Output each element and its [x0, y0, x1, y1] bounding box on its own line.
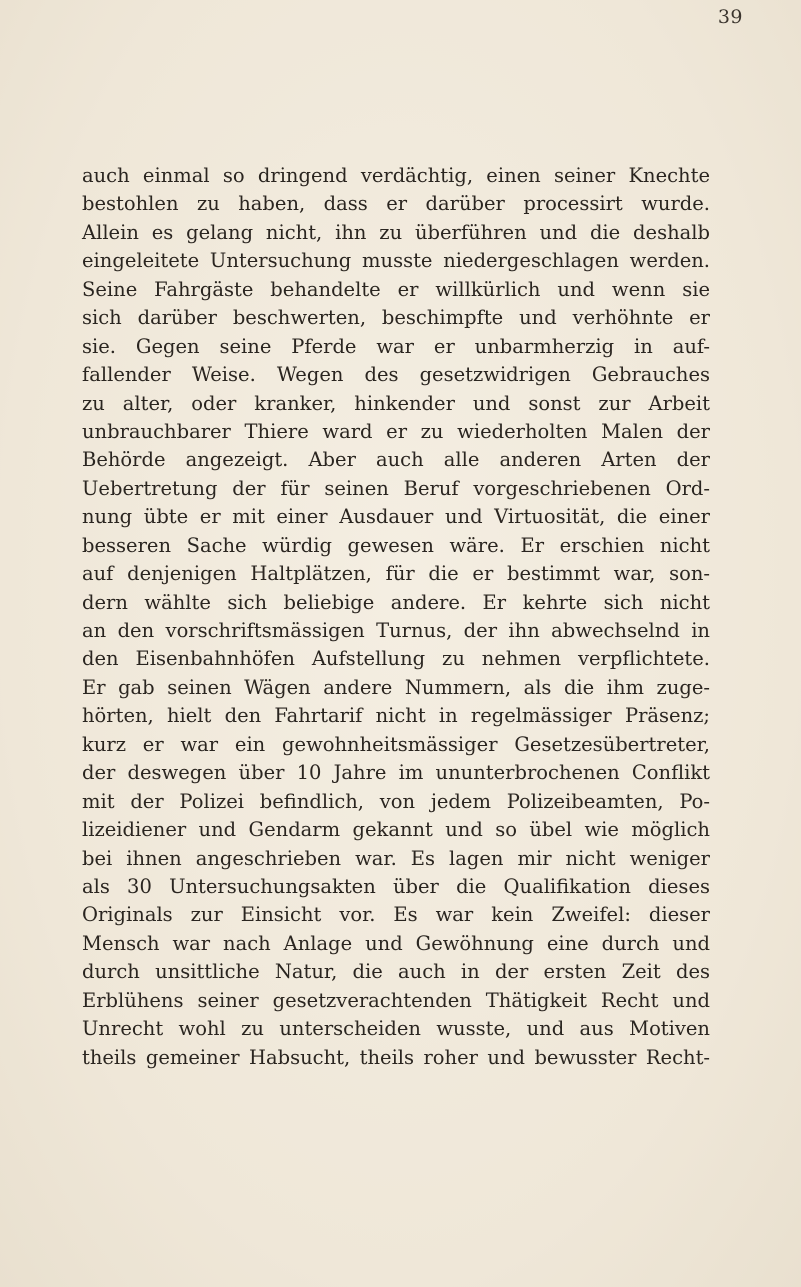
text-line: auch einmal so dringend verdächtig, einen seiner Knechte — [82, 164, 710, 187]
text-line: der deswegen über 10 Jahre im ununterbrochenen Conflikt — [82, 761, 710, 785]
text-line: theils gemeiner Habsucht, theils roher und bewusster Recht- — [82, 1045, 710, 1069]
text-line: unbrauchbarer Thiere ward er zu wiederholten Malen der — [82, 419, 710, 443]
text-line: Uebertretung der für seinen Beruf vorgeschriebenen Ord- — [82, 476, 710, 500]
text-line: Originals zur Einsicht vor. Es war kein Zweifel: dieser — [82, 903, 710, 927]
text-line: als 30 Untersuchungsakten über die Qualifikation dieses — [82, 874, 710, 898]
text-line: zu alter, oder kranker, hinkender und sonst zur Arbeit — [82, 391, 710, 415]
text-line: Er gab seinen Wägen andere Nummern, als die ihm zuge- — [82, 675, 710, 699]
text-line: an den vorschriftsmässigen Turnus, der ihn abwechselnd in — [82, 619, 710, 642]
body-text — [82, 162, 710, 1072]
text-line: Mensch war nach Anlage und Gewöhnung eine durch und — [82, 931, 710, 955]
text-line: besseren Sache würdig gewesen wäre. Er erschien nicht — [82, 533, 710, 557]
text-line: Unrecht wohl zu unterscheiden wusste, und aus Motiven — [82, 1017, 710, 1041]
text-line: Allein es gelang nicht, ihn zu überführen und die deshalb — [82, 220, 710, 244]
text-line: den Eisenbahnhöfen Aufstellung zu nehmen verpflichtete. — [82, 647, 710, 671]
text-line: sich darüber beschwerten, beschimpfte und verhöhnte er — [82, 306, 710, 330]
text-line: fallender Weise. Wegen des gesetzwidrigen Gebrauches — [82, 363, 710, 387]
text-line: Erblühens seiner gesetzverachtenden Thätigkeit Recht und — [82, 988, 710, 1012]
text-line: sie. Gegen seine Pferde war er unbarmherzig in auf- — [82, 334, 710, 358]
text-line: durch unsittliche Natur, die auch in der ersten Zeit des — [82, 960, 710, 984]
text-line: bestohlen zu haben, dass er darüber processirt wurde. — [82, 192, 710, 216]
text-line: mit der Polizei befindlich, von jedem Polizeibeamten, Po- — [82, 789, 710, 813]
text-line: auf denjenigen Haltplätzen, für die er bestimmt war, son- — [82, 562, 710, 586]
text-line: lizeidiener und Gendarm gekannt und so übel wie möglich — [82, 818, 710, 842]
text-line: Seine Fahrgäste behandelte er willkürlich und wenn sie — [82, 277, 710, 301]
text-line: Behörde angezeigt. Aber auch alle anderen Arten der — [82, 448, 710, 472]
text-line: dern wählte sich beliebige andere. Er kehrte sich nicht — [82, 590, 710, 614]
text-line: nung übte er mit einer Ausdauer und Virtuosität, die einer — [82, 505, 710, 529]
text-line: bei ihnen angeschrieben war. Es lagen mir nicht weniger — [82, 846, 710, 870]
page-number: 39 — [717, 6, 743, 28]
text-line: eingeleitete Untersuchung musste niedergeschlagen werden. — [82, 249, 710, 273]
text-line: kurz er war ein gewohnheitsmässiger Gesetzesübertreter, — [82, 732, 710, 756]
text-line: hörten, hielt den Fahrtarif nicht in regelmässiger Präsenz; — [82, 704, 710, 728]
